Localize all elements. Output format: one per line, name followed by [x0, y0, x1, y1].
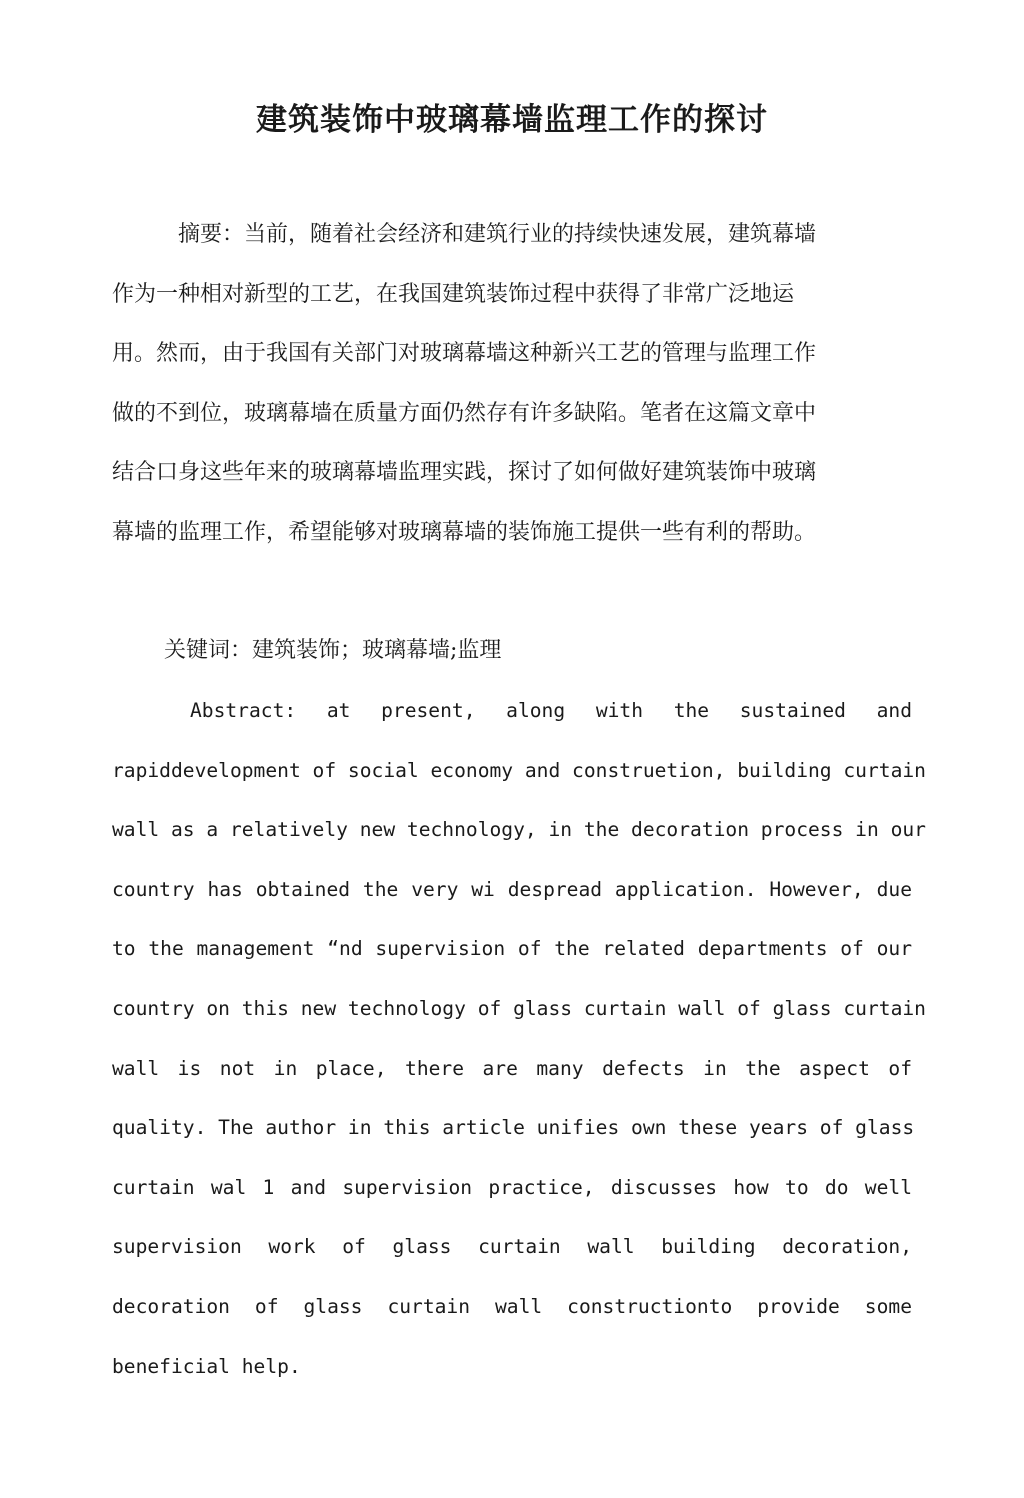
- english-abstract: [112, 688, 926, 1403]
- english-abstract-line: country has obtained the very wi despread application. However, due: [112, 877, 912, 901]
- chinese-abstract: [112, 212, 848, 570]
- english-abstract-line: to the management “nd supervision of the related departments of our: [112, 937, 912, 961]
- chinese-abstract-line: 用。然而，由于我国有关部门对玻璃幕墙这种新兴工艺的管理与监理工作: [112, 341, 817, 367]
- english-abstract-line: rapiddevelopment of social economy and construetion, building curtain: [112, 758, 926, 782]
- keywords-line: 关键词：建筑装饰；玻璃幕墙;监理: [164, 638, 502, 663]
- chinese-abstract-line: 结合口身这些年来的玻璃幕墙监理实践，探讨了如何做好建筑装饰中玻璃: [112, 460, 817, 486]
- english-abstract-line: beneficial help.: [112, 1354, 301, 1378]
- english-abstract-line: quality. The author in this article unifies own these years of glass: [112, 1116, 915, 1140]
- english-abstract-line: decoration of glass curtain wall constructionto provide some: [112, 1294, 912, 1318]
- chinese-abstract-line: 摘要：当前，随着社会经济和建筑行业的持续快速发展，建筑幕墙: [178, 222, 817, 247]
- english-abstract-line: curtain wal 1 and supervision practice, discusses how to do well: [112, 1175, 912, 1199]
- chinese-abstract-line: 作为一种相对新型的工艺，在我国建筑装饰过程中获得了非常广泛地运: [112, 281, 795, 307]
- document-title: 建筑装饰中玻璃幕墙监理工作的探讨: [256, 102, 768, 138]
- english-abstract-line: wall as a relatively new technology, in the decoration process in our: [112, 818, 926, 842]
- chinese-abstract-line: 幕墙的监理工作，希望能够对玻璃幕墙的装饰施工提供一些有利的帮助。: [112, 519, 817, 545]
- chinese-abstract-line: 做的不到位，玻璃幕墙在质量方面仍然存有许多缺陷。笔者在这篇文章中: [112, 400, 817, 426]
- english-abstract-line: Abstract: at present, along with the sustained and: [190, 699, 912, 722]
- english-abstract-line: supervision work of glass curtain wall building decoration,: [112, 1235, 912, 1259]
- english-abstract-line: country on this new technology of glass curtain wall of glass curtain: [112, 996, 926, 1020]
- english-abstract-line: wall is not in place, there are many defects in the aspect of: [112, 1056, 912, 1080]
